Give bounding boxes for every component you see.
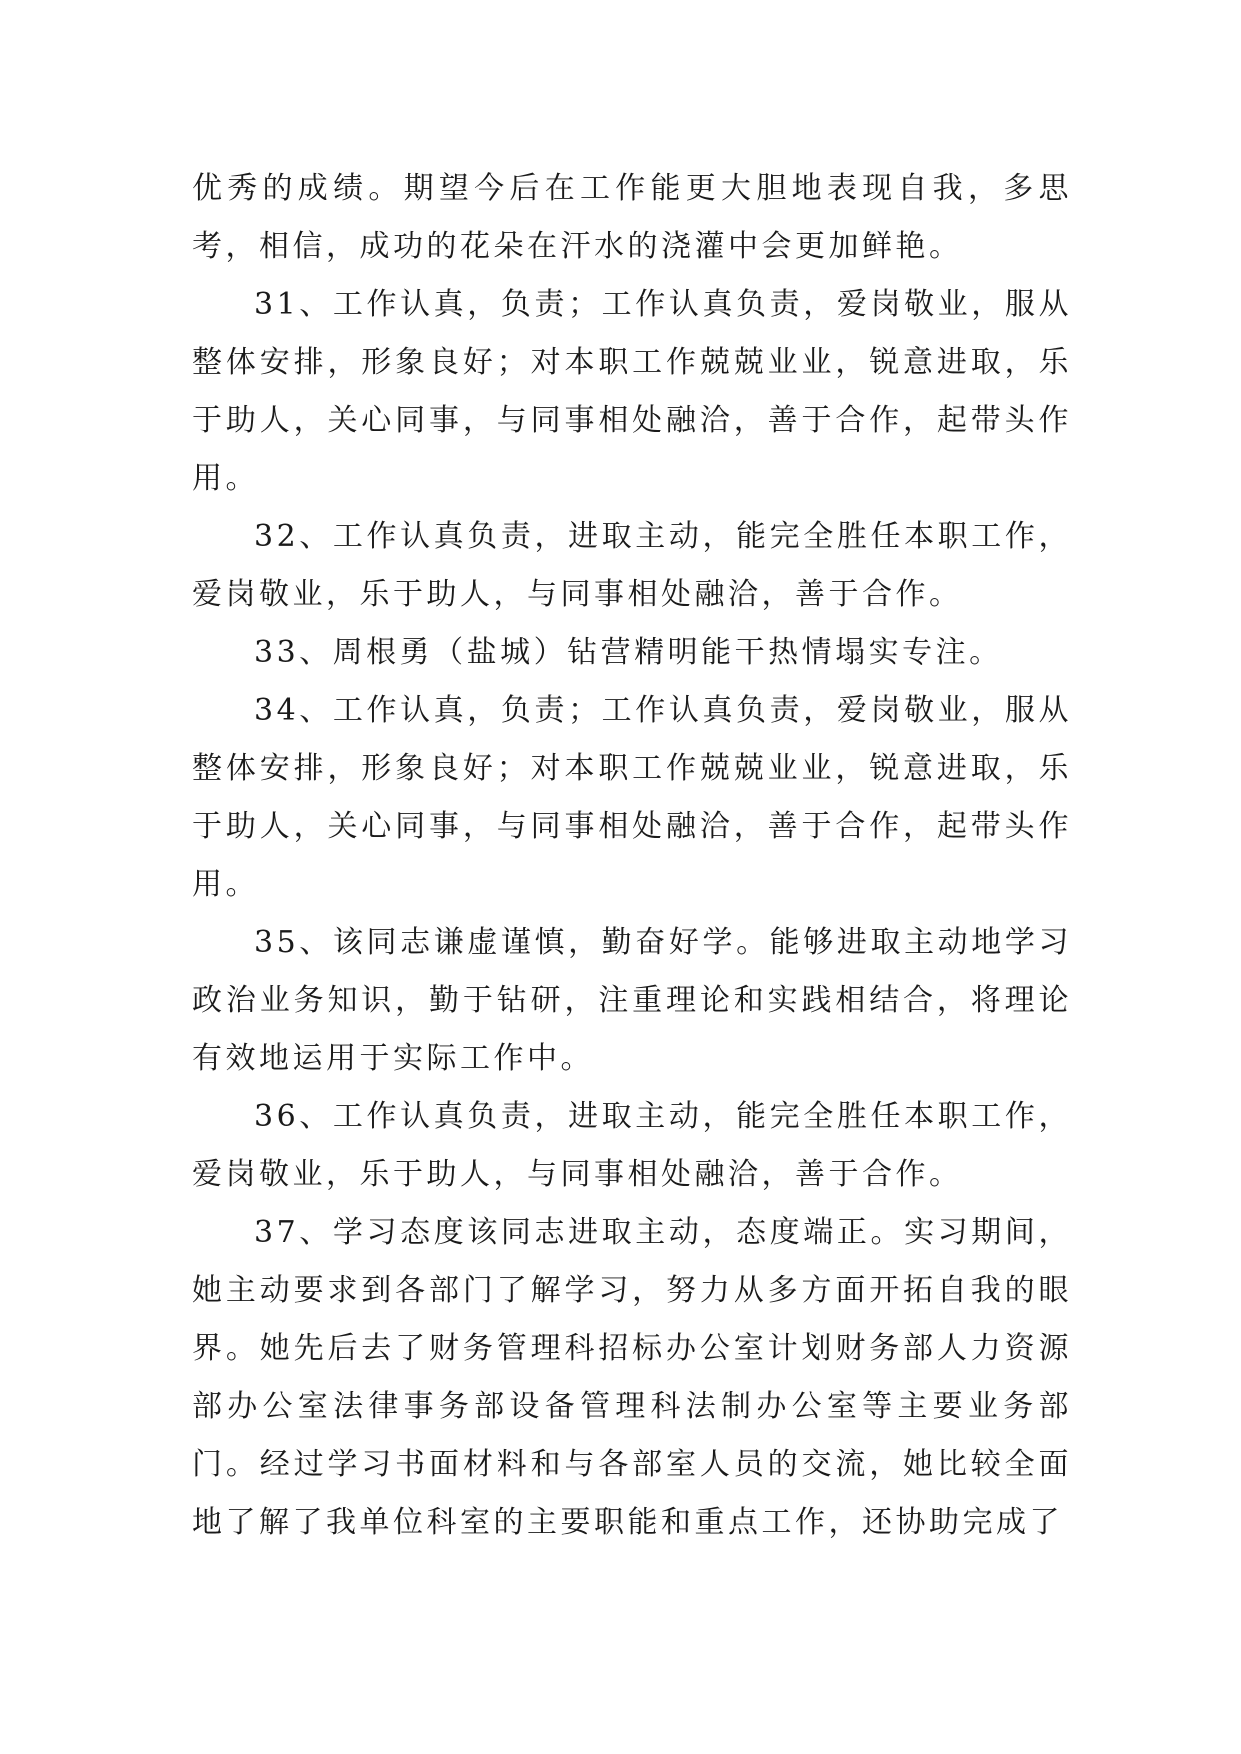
paragraph-37: 37、学习态度该同志进取主动，态度端正。实习期间，她主动要求到各部门了解学习，努力从多方面开拓自我的眼界。她先后去了财务管理科招标办公室计划财务部人力资源部办公室法律事务部设备管理科法制办公室等主要业务部门。经过学习书面材料和与各部室人员的交流，她比较全面地了解了我单位科室的主要职能和重点工作，还协助完成了 [192, 1215, 1072, 1540]
paragraph-34: 34、工作认真，负责；工作认真负责，爱岗敬业，服从整体安排，形象良好；对本职工作兢兢业业，锐意进取，乐于助人，关心同事，与同事相处融洽，善于合作，起带头作用。 [192, 693, 1072, 902]
document-body [192, 160, 1072, 1552]
paragraph-continuation: 优秀的成绩。期望今后在工作能更大胆地表现自我，多思考，相信，成功的花朵在汗水的浇灌中会更加鲜艳。 [192, 171, 1072, 264]
paragraph-31: 31、工作认真，负责；工作认真负责，爱岗敬业，服从整体安排，形象良好；对本职工作兢兢业业，锐意进取，乐于助人，关心同事，与同事相处融洽，善于合作，起带头作用。 [192, 287, 1072, 496]
paragraph-35: 35、该同志谦虚谨慎，勤奋好学。能够进取主动地学习政治业务知识，勤于钻研，注重理论和实践相结合，将理论有效地运用于实际工作中。 [192, 925, 1072, 1076]
paragraph-32: 32、工作认真负责，进取主动，能完全胜任本职工作，爱岗敬业，乐于助人，与同事相处融洽，善于合作。 [192, 519, 1072, 612]
paragraph-33: 33、周根勇（盐城）钻营精明能干热情塌实专注。 [254, 635, 1003, 670]
paragraph-36: 36、工作认真负责，进取主动，能完全胜任本职工作，爱岗敬业，乐于助人，与同事相处融洽，善于合作。 [192, 1099, 1072, 1192]
